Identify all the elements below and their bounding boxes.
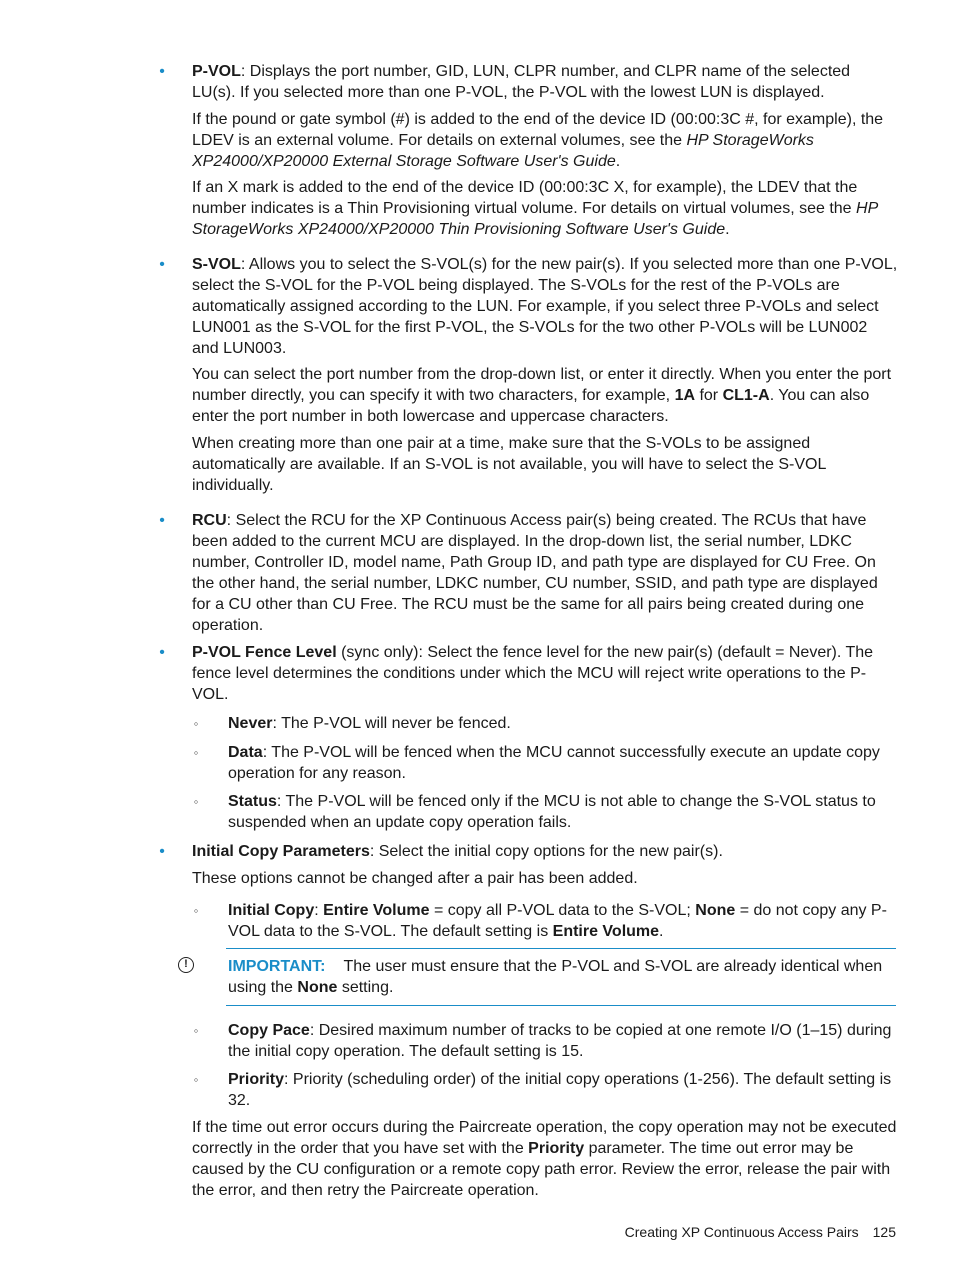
important-text-a: The user must ensure that the P-VOL and S-VOL are already identical when using the (228, 958, 883, 996)
fence-status-desc: : The P-VOL will be fenced only if the MCU is not able to change the S-VOL status to suspended when an update copy operation fails. (228, 793, 876, 831)
default-entire-volume: Entire Volume (552, 923, 660, 940)
bullet-rcu: • (159, 512, 165, 529)
fence-never-item (228, 713, 898, 734)
footer-section-title: Creating XP Continuous Access Pairs (624, 1224, 859, 1240)
copy-pace-desc: : Desired maximum number of tracks to be copied at one remote I/O (1–15) during the initial copy operation. The default setting is 15. (228, 1022, 892, 1060)
svol-port-end: . You can also enter the port number in both lowercase and uppercase characters. (192, 387, 870, 425)
pvol-thin-text: If an X mark is added to the end of the device ID (00:00:3C X, for example), the LDEV that the number indicates is a Thin Provisioning virtual volume. For details on virtual volumes, see the (192, 179, 858, 217)
page-footer (625, 1222, 896, 1243)
sub-bullet-priority: ◦ (193, 1072, 199, 1087)
svol-port-text: You can select the port number from the drop-down list, or enter it directly. When you enter the port number directly, you can specify it with two characters, for example, (192, 366, 892, 404)
priority-term: Priority (228, 1071, 285, 1088)
important-icon: ! (178, 957, 194, 973)
svol-term: S-VOL (192, 256, 241, 273)
entire-volume-option: Entire Volume (323, 902, 430, 919)
initial-term: Initial Copy Parameters (192, 843, 370, 860)
bullet-svol: • (159, 256, 165, 273)
fence-desc: (sync only): Select the fence level for the new pair(s) (default = Never). The fence level determines the conditions under which the MCU will reject write operations to the P-VOL. (192, 644, 874, 703)
priority-item (228, 1069, 898, 1111)
sub-bullet-copy-pace: ◦ (193, 1023, 199, 1038)
pvol-external-end: . (615, 153, 621, 170)
fence-never-term: Never (228, 715, 273, 732)
initial-paragraph (192, 841, 898, 862)
pvol-external-paragraph (192, 109, 898, 172)
fence-status-term: Status (228, 793, 277, 810)
fence-data-term: Data (228, 744, 263, 761)
pvol-paragraph (192, 61, 898, 103)
svol-port-paragraph (192, 364, 898, 427)
priority-desc: : Priority (scheduling order) of the initial copy operations (1-256). The default setting is 32. (228, 1071, 892, 1109)
important-none: None (297, 979, 338, 996)
initial-copy-item (228, 900, 898, 942)
initial-desc: : Select the initial copy options for the new pair(s). (369, 843, 723, 860)
initial-copy-text2: = do not copy any P-VOL data to the S-VOL. The default setting is (228, 902, 887, 940)
timeout-priority: Priority (528, 1140, 585, 1157)
timeout-paragraph (192, 1117, 898, 1201)
important-label: IMPORTANT: (228, 958, 326, 975)
pvol-thin-paragraph (192, 177, 898, 240)
sub-bullet-initial-copy: ◦ (193, 903, 199, 918)
initial-copy-term: Initial Copy (228, 902, 315, 919)
svol-paragraph (192, 254, 898, 359)
fence-never-desc: : The P-VOL will never be fenced. (272, 715, 511, 732)
svol-port-for: for (695, 387, 723, 404)
page-number: 125 (872, 1224, 896, 1240)
initial-note: These options cannot be changed after a pair has been added. (192, 870, 638, 887)
rcu-desc: : Select the RCU for the XP Continuous Access pair(s) being created. The RCUs that have been added to the current MCU are displayed. In the drop-down list, the serial number, LDKC number, Controller ID, model name, Path Group ID, and path type are displayed for CU Free. On the other hand, the serial number, LDKC number, CU number, SSID, and path type are displayed for a CU other than CU Free. The RCU must be the same for all pairs being created during one operation. (192, 512, 878, 634)
bullet-fence: • (159, 644, 165, 661)
sub-bullet-status: ◦ (193, 794, 199, 809)
pvol-external-text: If the pound or gate symbol (#) is added to the end of the device ID (00:00:3C #, for example), the LDEV is an external volume. For details on external volumes, see the (192, 111, 884, 149)
sub-bullet-data: ◦ (193, 745, 199, 760)
rcu-paragraph (192, 510, 898, 636)
pvol-thin-end: . (725, 221, 730, 238)
svol-multi-paragraph: When creating more than one pair at a time, make sure that the S-VOLs to be assigned automatically are available. If an S-VOL is not available, you will have to select the S-VOL individually. (192, 435, 826, 494)
bullet-initial: • (159, 843, 165, 860)
pvol-desc: : Displays the port number, GID, LUN, CLPR number, and CLPR name of the selected LU(s). If you selected more than one P-VOL, the P-VOL with the lowest LUN is displayed. (192, 63, 851, 101)
svol-desc: : Allows you to select the S-VOL(s) for the new pair(s). If you selected more than one P-VOL, select the S-VOL for the P-VOL being displayed. The S-VOLs for the rest of the P-VOLs are automatically assigned according to the LUN. For example, if you select three P-VOLs and select LUN001 as the S-VOL for the first P-VOL, the S-VOLs for the two other P-VOLs will be LUN002 and LUN003. (192, 256, 898, 357)
timeout-text-a: If the time out error occurs during the Paircreate operation, the copy operation may not be executed correctly in the order that you have set with the (192, 1119, 897, 1157)
fence-paragraph (192, 642, 898, 705)
copy-pace-item (228, 1020, 898, 1062)
fence-data-desc: : The P-VOL will be fenced when the MCU cannot successfully execute an update copy operation for any reason. (228, 744, 880, 782)
important-note-text (228, 956, 896, 998)
important-text-end: setting. (337, 979, 394, 996)
copy-pace-term: Copy Pace (228, 1022, 310, 1039)
thin-provisioning-guide-ref: HP StorageWorks XP24000/XP20000 Thin Provisioning Software User's Guide (192, 200, 878, 238)
fence-term: P-VOL Fence Level (192, 644, 337, 661)
initial-copy-text1: = copy all P-VOL data to the S-VOL; (429, 902, 696, 919)
initial-copy-sep: : (314, 902, 324, 919)
fence-status-item (228, 791, 898, 833)
timeout-text-end: parameter. The time out error may be caused by the CU configuration or a remote copy path error. Review the error, release the pair with the error, and then retry the Paircreate operation. (192, 1140, 891, 1199)
bullet-pvol: • (159, 63, 165, 80)
pvol-term: P-VOL (192, 63, 241, 80)
fence-data-item (228, 742, 898, 784)
none-option: None (695, 902, 736, 919)
svol-port-example: 1A (674, 387, 696, 404)
sub-bullet-never: ◦ (193, 716, 199, 731)
external-storage-guide-ref: HP StorageWorks XP24000/XP20000 External Storage Software User's Guide (192, 132, 814, 170)
initial-copy-end: . (659, 923, 664, 940)
rcu-term: RCU (192, 512, 227, 529)
svol-port-cl: CL1-A (722, 387, 770, 404)
